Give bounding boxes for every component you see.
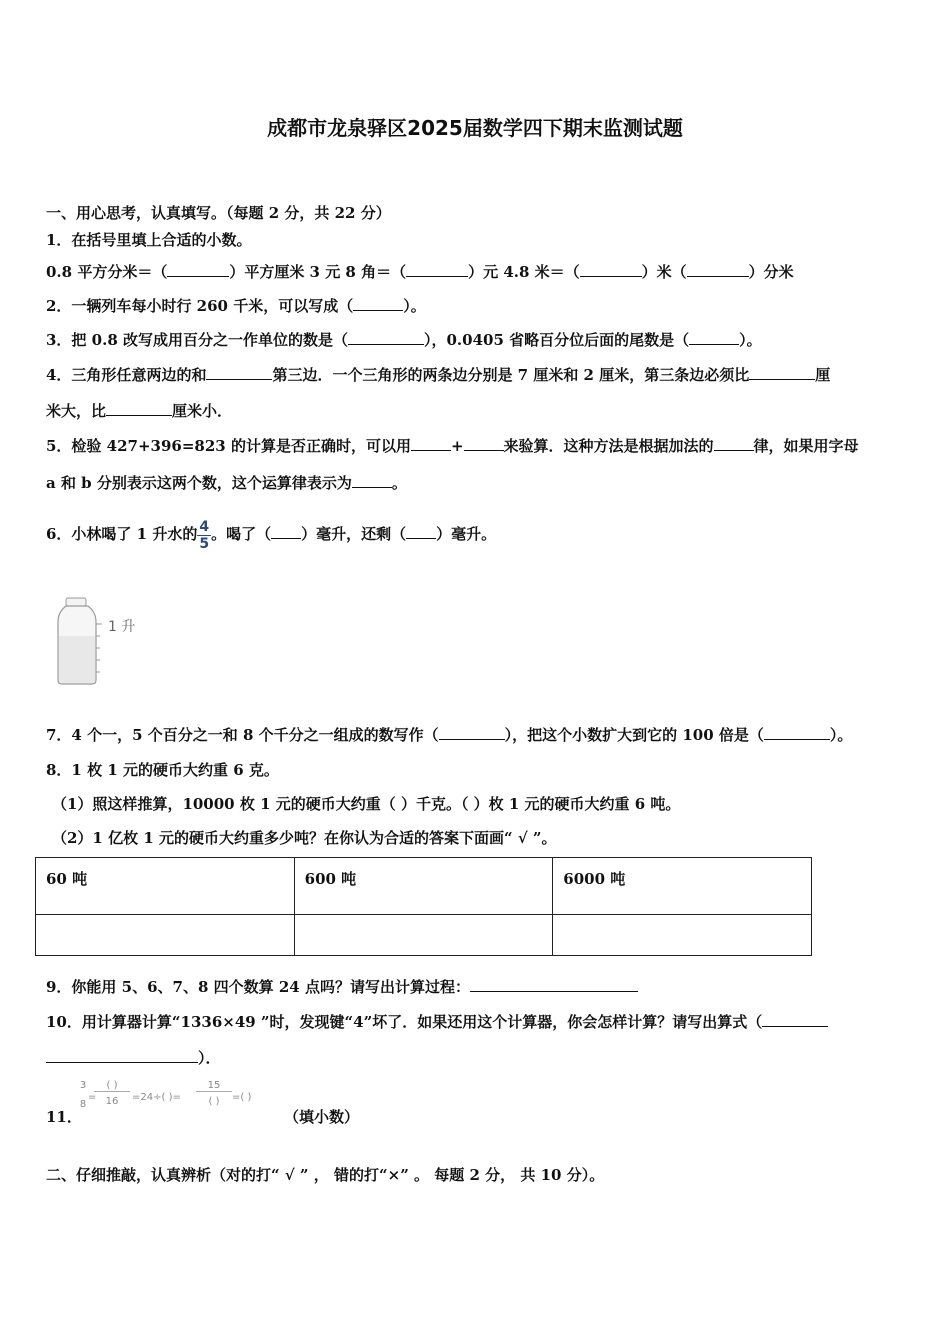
fraction-numerator[interactable]: ( )	[94, 1080, 130, 1092]
fraction-denominator: 8	[79, 1099, 87, 1110]
bottle-label: 1 升	[108, 619, 136, 635]
table-header-cell: 600 吨	[294, 858, 553, 915]
q1-text: 1．在括号里填上合适的小数。	[46, 231, 252, 249]
q10-line2	[46, 1047, 221, 1068]
q6-part3: ）毫升，还剩（	[301, 525, 407, 543]
q5-line2	[46, 472, 407, 493]
q8-text: 8．1 枚 1 元的硬币大约重 6 克。	[46, 761, 279, 779]
q3-part3: ）。	[739, 331, 762, 349]
blank[interactable]	[411, 436, 451, 451]
q5-plus: +	[450, 437, 464, 455]
blank[interactable]	[352, 473, 392, 488]
q5-part1: 5．检验 427+396=823 的计算是否正确时，可以用	[46, 437, 411, 455]
q4-part4: 米大，比	[46, 402, 107, 420]
q7-part1: 7．4 个一，5 个百分之一和 8 个千分之一组成的数写作（	[46, 726, 439, 744]
blank[interactable]	[689, 330, 739, 345]
q11-result[interactable]: =( )	[232, 1092, 252, 1103]
q1-part3: ）元 4.8 米＝（	[468, 263, 580, 281]
q7-part2: ），把这个小数扩大到它的 100 倍是（	[504, 726, 764, 744]
fraction-denominator: 5	[199, 535, 210, 552]
q5-line1	[46, 435, 859, 456]
blank[interactable]	[348, 330, 424, 345]
q4-part3: 厘	[815, 366, 831, 384]
water-bottle-illustration	[52, 596, 152, 688]
q10-part1: 10．用计算器计算“1336×49 ”时，发现键“4”坏了．如果还用这个计算器，你会怎样计算？请写出算式（	[46, 1013, 763, 1031]
fraction-numerator: 15	[196, 1080, 232, 1092]
fraction-four-fifths	[197, 519, 211, 552]
blank[interactable]	[406, 262, 468, 277]
q11-division[interactable]: =24÷( )=	[132, 1092, 181, 1103]
q2	[46, 295, 426, 316]
answer-table	[35, 857, 812, 956]
q1-part4: ）米（	[641, 263, 687, 281]
blank[interactable]	[762, 1012, 828, 1027]
blank[interactable]	[687, 262, 749, 277]
blank[interactable]	[470, 977, 638, 992]
q2-part1: 2．一辆列车每小时行 260 千米，可以写成（	[46, 297, 354, 315]
table-header-row	[36, 858, 812, 915]
q9	[46, 976, 638, 997]
q4-line2	[46, 400, 232, 421]
blank[interactable]	[714, 436, 754, 451]
blank[interactable]	[406, 524, 436, 539]
blank[interactable]	[764, 725, 830, 740]
blank[interactable]	[46, 1048, 198, 1063]
q6	[46, 512, 496, 556]
q5-part5: 。	[391, 474, 407, 492]
q7	[46, 724, 852, 745]
q6-part4: ）毫升。	[436, 525, 497, 543]
blank[interactable]	[206, 365, 272, 380]
q1-part5: ）分米	[748, 263, 794, 281]
answer-cell[interactable]	[553, 915, 812, 956]
q10-part2: ）．	[198, 1049, 221, 1067]
q1-part2: ）平方厘米 3 元 8 角＝（	[229, 263, 407, 281]
q11-fraction3	[196, 1080, 232, 1107]
fraction-denominator[interactable]: ( )	[208, 1096, 220, 1107]
q4-line1	[46, 364, 830, 385]
q5-part2: 来验算．这种方法是根据加法的	[503, 437, 714, 455]
q7-part3: ）。	[829, 726, 853, 744]
q2-part2: ）。	[403, 297, 426, 315]
blank[interactable]	[580, 262, 642, 277]
q8-sub2: （2）1 亿枚 1 元的硬币大约重多少吨？在你认为合适的答案下面画“ √ ”。	[52, 829, 557, 847]
q9-part1: 9．你能用 5、6、7、8 四个数算 24 点吗？请写出计算过程：	[46, 978, 470, 996]
q6-part1: 6．小林喝了 1 升水的	[46, 525, 198, 543]
q11-note: （填小数）	[284, 1108, 360, 1126]
section2-heading: 二、仔细推敲，认真辨析（对的打“ √ ” ， 错的打“×” 。 每题 2 分， 共 10 分）。	[46, 1166, 605, 1184]
q11-fraction1	[78, 1080, 88, 1110]
table-header-cell: 6000 吨	[553, 858, 812, 915]
blank[interactable]	[271, 524, 301, 539]
q3-part2: ），0.0405 省略百分位后面的尾数是（	[423, 331, 690, 349]
q4-part1: 4．三角形任意两边的和	[46, 366, 207, 384]
q4-part5: 厘米小．	[172, 402, 233, 420]
blank[interactable]	[439, 725, 505, 740]
q1-blanks	[46, 261, 794, 282]
q11-number: 11．	[46, 1108, 82, 1126]
q10-line1	[46, 1011, 828, 1032]
section1-heading: 一、用心思考，认真填写。（每题 2 分，共 22 分）	[46, 204, 391, 222]
q11-fraction2	[94, 1080, 130, 1107]
blank[interactable]	[464, 436, 504, 451]
table-header-cell: 60 吨	[36, 858, 295, 915]
q5-part4: a 和 b 分别表示这两个数，这个运算律表示为	[46, 474, 352, 492]
fraction-numerator: 3	[79, 1080, 87, 1091]
answer-cell[interactable]	[294, 915, 553, 956]
table-answer-row	[36, 915, 812, 956]
q3-part1: 3．把 0.8 改写成用百分之一作单位的数是（	[46, 331, 348, 349]
fraction-denominator: 16	[105, 1096, 119, 1107]
page-title: 成都市龙泉驿区2025届数学四下期末监测试题	[267, 116, 683, 140]
blank[interactable]	[353, 296, 403, 311]
q8-sub1: （1）照这样推算，10000 枚 1 元的硬币大约重（ ）千克。（ ）枚 1 元的硬币大约重 6 吨。	[52, 795, 681, 813]
fraction-numerator: 4	[199, 518, 210, 535]
bottle-icon	[52, 596, 152, 688]
blank[interactable]	[749, 365, 815, 380]
blank[interactable]	[106, 401, 172, 416]
q11-equals: =	[88, 1092, 97, 1103]
q4-part2: 第三边．一个三角形的两条边分别是 7 厘米和 2 厘米，第三条边必须比	[272, 366, 750, 384]
q1-part1: 0.8 平方分米＝（	[46, 263, 168, 281]
q6-part2: 。喝了（	[211, 525, 272, 543]
q5-part3: 律，如果用字母	[753, 437, 859, 455]
answer-cell[interactable]	[36, 915, 295, 956]
q3	[46, 329, 762, 350]
blank[interactable]	[167, 262, 229, 277]
